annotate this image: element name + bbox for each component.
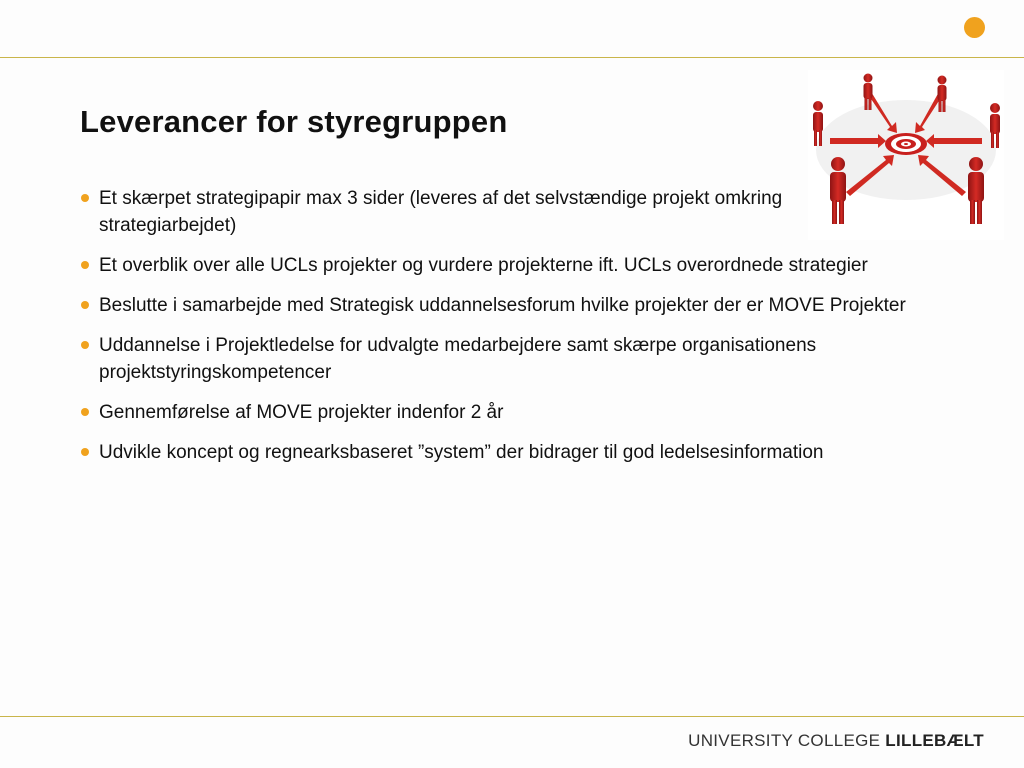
list-item bbox=[80, 185, 910, 239]
bullet-dot-icon bbox=[81, 194, 89, 202]
bullet-dot-icon bbox=[81, 408, 89, 416]
bullet-text: Udvikle koncept og regnearksbaseret ”system” der bidrager til god ledelsesinformation bbox=[99, 442, 824, 463]
bullet-list bbox=[80, 185, 910, 479]
bullet-dot-icon bbox=[81, 341, 89, 349]
bullet-text: Uddannelse i Projektledelse for udvalgte medarbejdere samt skærpe organisationens projektstyringskompetencer bbox=[99, 335, 817, 383]
bullet-text: Et overblik over alle UCLs projekter og vurdere projekterne ift. UCLs overordnede strategier bbox=[99, 255, 868, 276]
bullet-dot-icon bbox=[81, 301, 89, 309]
top-divider bbox=[0, 57, 1024, 58]
list-item bbox=[80, 399, 910, 426]
list-item bbox=[80, 292, 910, 319]
logo-text-light: UNIVERSITY COLLEGE bbox=[688, 731, 886, 750]
slide-title: Leverancer for styregruppen bbox=[80, 104, 508, 139]
list-item bbox=[80, 332, 910, 386]
accent-dot bbox=[964, 17, 985, 38]
bottom-divider bbox=[0, 716, 1024, 717]
list-item bbox=[80, 252, 910, 279]
bullet-text: Et skærpet strategipapir max 3 sider (leveres af det selvstændige projekt omkring strategiarbejdet) bbox=[99, 188, 783, 236]
logo-text-bold: LILLEBÆLT bbox=[885, 731, 984, 750]
bullet-dot-icon bbox=[81, 261, 89, 269]
bullet-text: Beslutte i samarbejde med Strategisk uddannelsesforum hvilke projekter der er MOVE Projekter bbox=[99, 295, 906, 316]
bullet-dot-icon bbox=[81, 448, 89, 456]
university-logo bbox=[688, 731, 984, 751]
list-item bbox=[80, 439, 910, 466]
bullet-text: Gennemførelse af MOVE projekter indenfor 2 år bbox=[99, 402, 504, 423]
